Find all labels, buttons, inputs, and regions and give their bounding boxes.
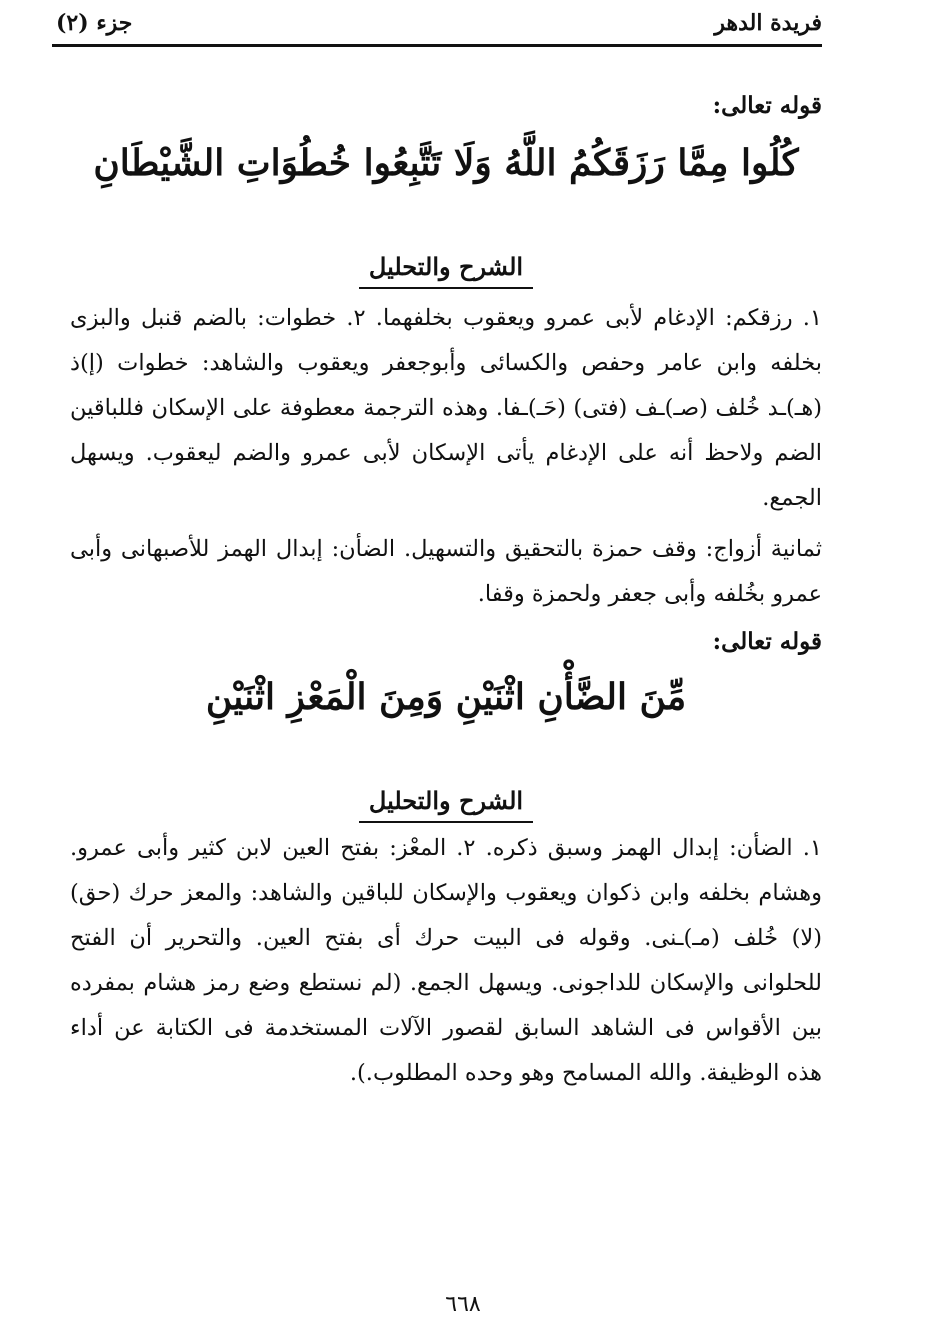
book-title: فريدة الدهر bbox=[714, 10, 822, 36]
verse-intro: قوله تعالى: bbox=[712, 628, 822, 655]
commentary-paragraph: ١. الضأن: إبدال الهمز وسبق ذكره. ٢. المعْز: بفتح العين لابن كثير وأبى عمرو. وهشام بخلفه وابن ذكوان ويعقوب والإسكان للباقين والشاهد: والمعز حرك (حق) (لا) خُلف (مـ)ـنى. وقوله فى البيت حرك أى بفتح العين. والتحرير أن الفتح للحلوانى والإسكان للداجونى. ويسهل الجمع. (لم نستطع وضع رمز هشام بمفرده بين الأقواس فى الشاهد السابق لقصور الآلات المستخدمة فى الكتابة عن أداء هذه الوظيفة. والله المسامح وهو وحده المطلوب.). bbox=[70, 835, 822, 1086]
header-rule bbox=[52, 44, 822, 47]
page-number: ٦٦٨ bbox=[445, 1292, 481, 1317]
section-heading-text: الشرح والتحليل bbox=[359, 786, 533, 823]
commentary-paragraph: ١. رزقكم: الإدغام لأبى عمرو ويعقوب بخلفهما. ٢. خطوات: بالضم قنبل والبزى بخلفه وابن عامر وحفص والكسائى وأبوجعفر ويعقوب والشاهد: خطوات (إ)ذ (هـ)ـد خُلف (صـ)ـف (فتى) (حَـ)ـفا. وهذه الترجمة معطوفة على الإسكان فللباقين الضم ولاحظ أنه على الإدغام يأتى الإسكان لأبى عمرو والضم ليعقوب. ويسهل الجمع. bbox=[70, 305, 822, 511]
section-heading bbox=[70, 252, 822, 281]
commentary-paragraph: ثمانية أزواج: وقف حمزة بالتحقيق والتسهيل. الضأن: إبدال الهمز للأصبهانى وأبى عمرو بخُلفه وأبى جعفر ولحمزة وقفا. bbox=[70, 536, 822, 607]
section-heading-text: الشرح والتحليل bbox=[359, 252, 533, 289]
section-heading bbox=[70, 786, 822, 815]
running-header bbox=[56, 6, 822, 40]
part-number: جزء (٢) bbox=[56, 10, 133, 36]
verse-intro: قوله تعالى: bbox=[712, 92, 822, 119]
quran-verse: مِّنَ الضَّأْنِ اثْنَيْنِ وَمِنَ الْمَعْزِ اثْنَيْنِ bbox=[205, 676, 687, 718]
quran-verse: كُلُوا مِمَّا رَزَقَكُمُ اللَّهُ وَلَا تَتَّبِعُوا خُطُوَاتِ الشَّيْطَانِ bbox=[93, 142, 799, 184]
